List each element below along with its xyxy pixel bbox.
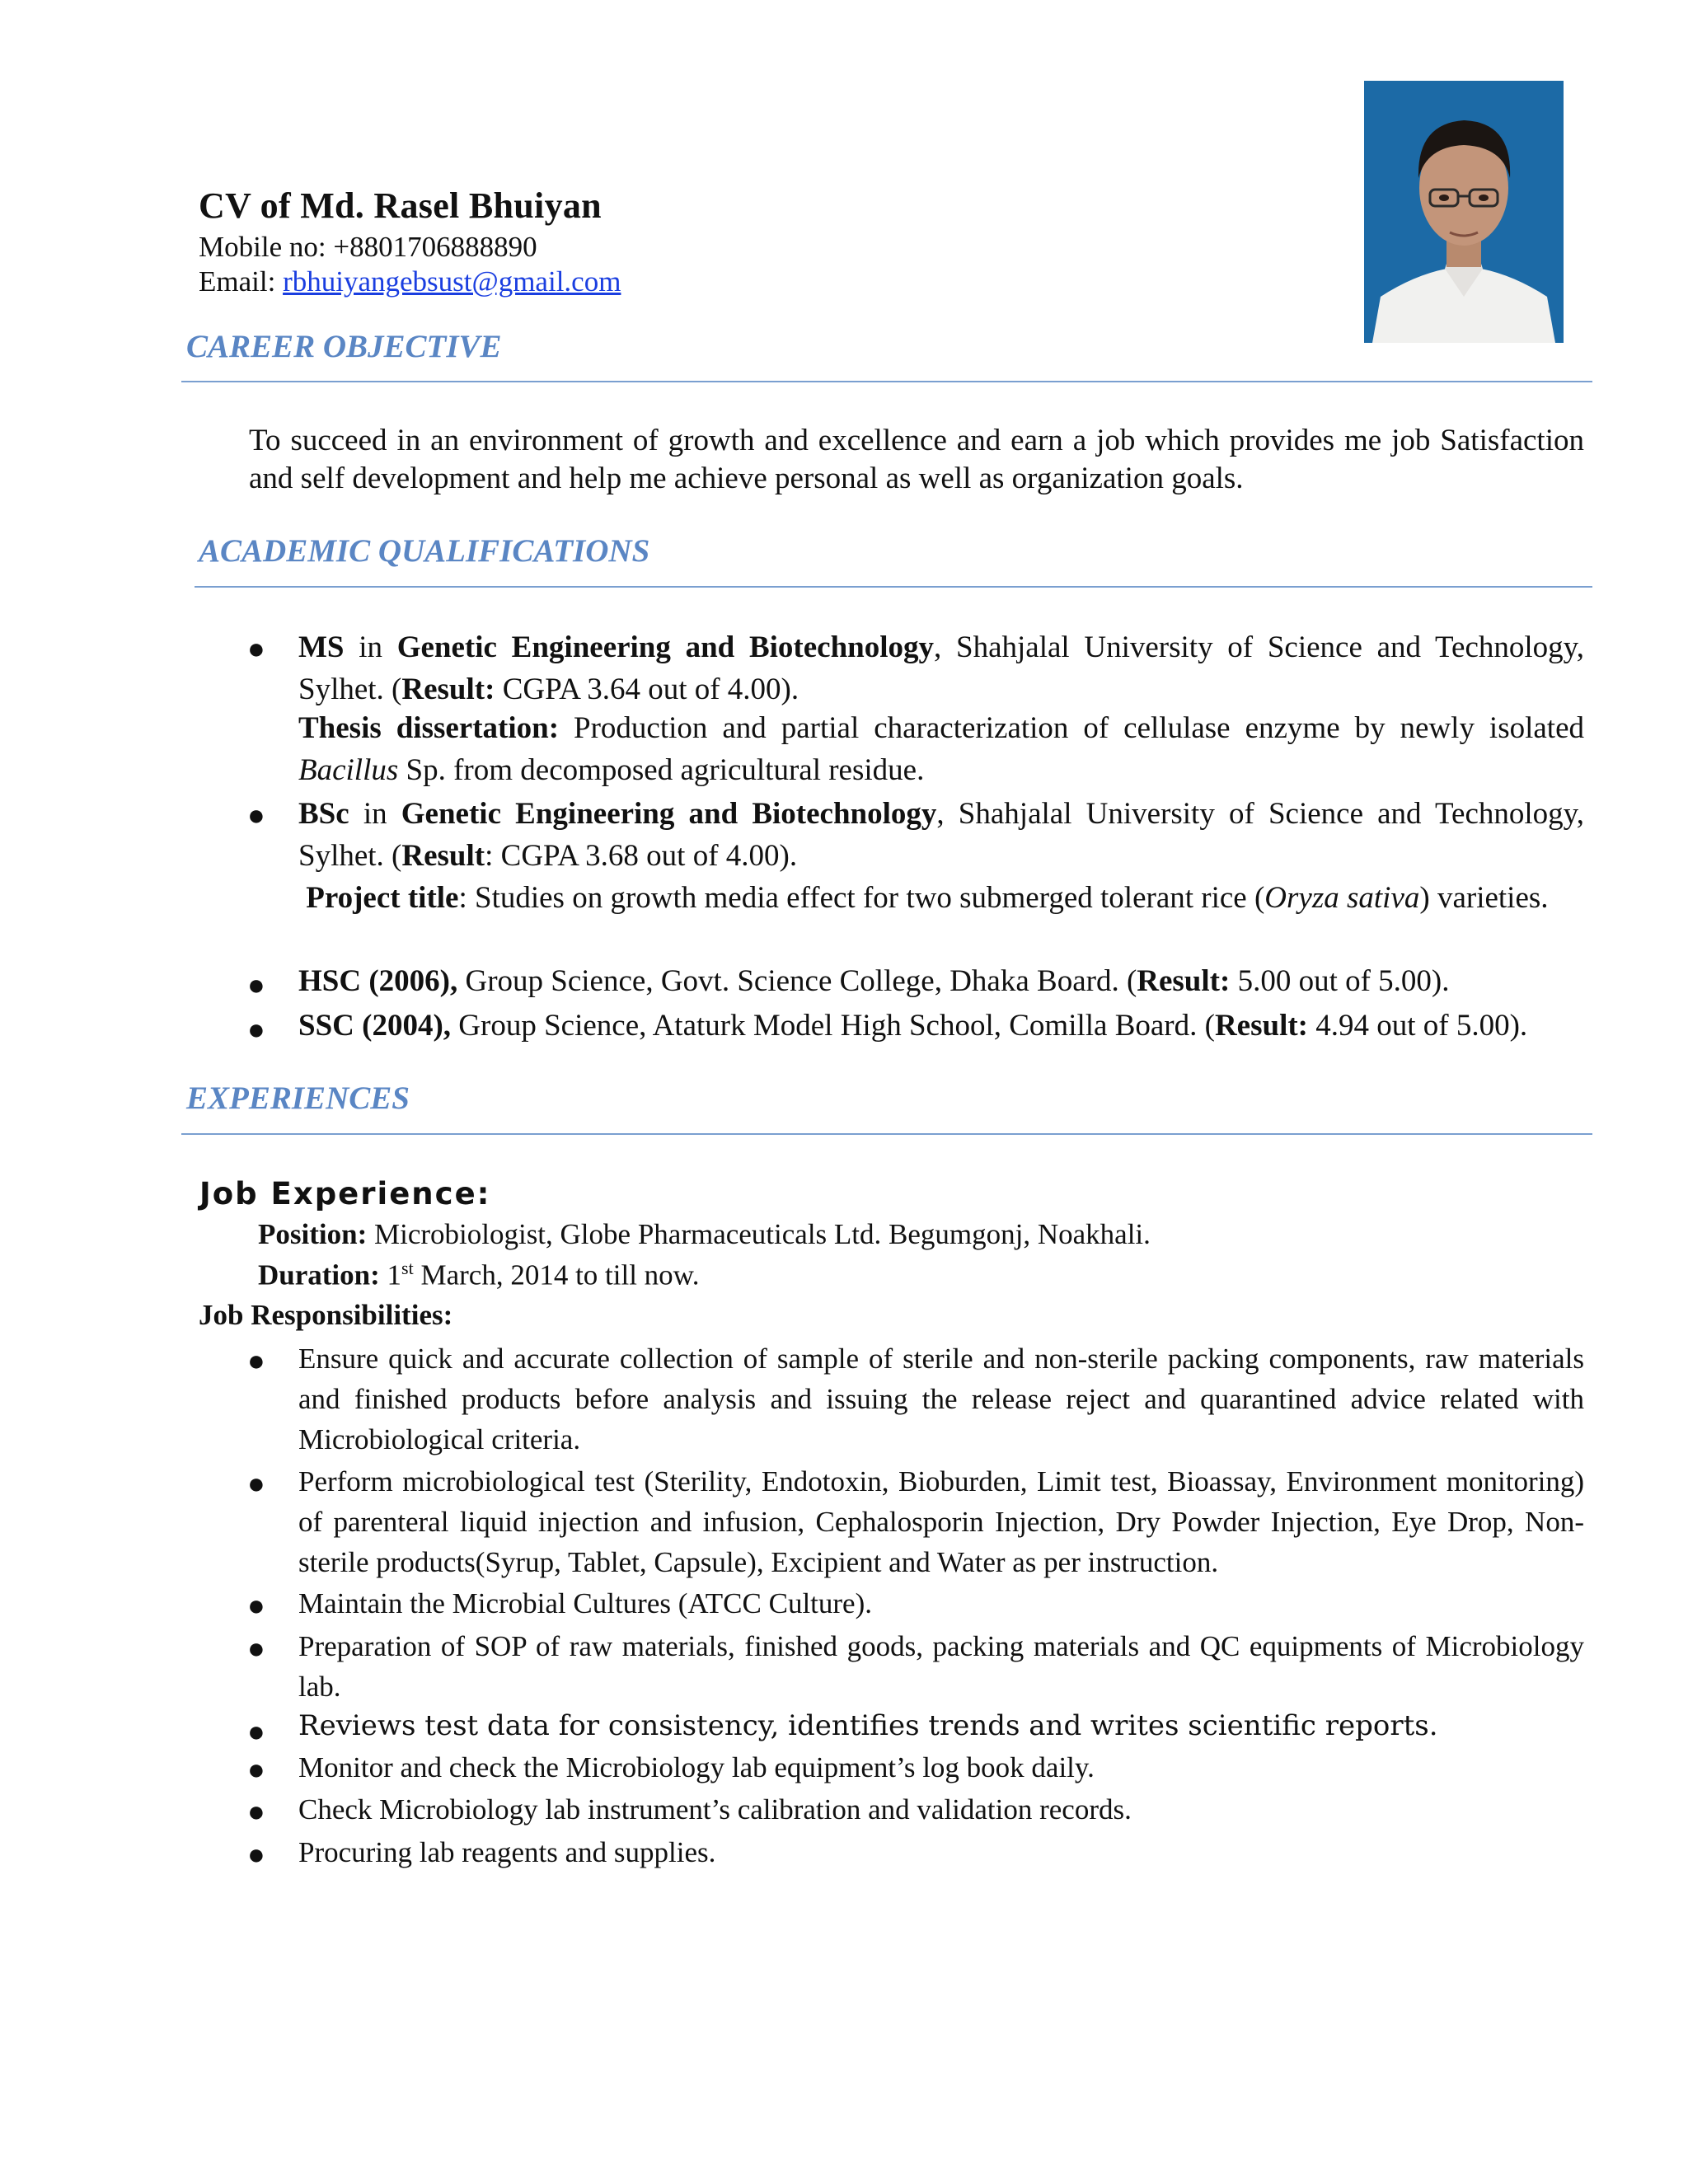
academic-divider [195,586,1592,588]
hsc-label: HSC (2006), [298,964,458,998]
responsibility-item: Perform microbiological test (Sterility, Endotoxin, Bioburden, Limit test, Bioassay, Environment monitoring) of parenteral liquid injection and infusion, Cephalosporin Injection, Dry Powder Injection, Eye Drop, Non-sterile products(Syrup, Tablet, Capsule), Excipient and Water as per instruction. [298,1465,1584,1578]
responsibility-item: Reviews test data for consistency, identifies trends and writes scientific reports. [298,1709,1438,1742]
bullet-icon: ● [247,1795,265,1828]
project-text: : Studies on growth media effect for two submerged tolerant rice ( [458,881,1265,915]
responsibility-item: Maintain the Microbial Cultures (ATCC Culture). [298,1587,873,1619]
ssc-label: SSC (2004), [298,1009,452,1043]
mobile-line [199,231,537,264]
position-line [258,1218,1151,1251]
responsibility-item: Monitor and check the Microbiology lab equipment’s log book daily. [298,1751,1095,1783]
project-species: Oryza sativa [1264,881,1420,915]
bullet-icon: ● [247,632,265,665]
job-experience-heading: Job Experience: [199,1176,491,1212]
bsc-subject: Genetic Engineering and Biotechnology [401,797,937,831]
thesis-label: Thesis dissertation: [298,711,560,745]
ms-in: in [359,630,382,664]
ms-result-label: Result: [401,673,495,706]
position-label: Position: [258,1218,368,1250]
bullet-icon: ● [247,968,265,1001]
bullet-icon: ● [247,1715,265,1748]
bullet-icon: ● [247,799,265,832]
duration-day: 1 [379,1258,402,1291]
bsc-project [298,877,1584,919]
portrait-image [1364,81,1564,343]
bullet-icon: ● [247,1013,265,1046]
bullet-icon: ● [247,1467,265,1500]
responsibility-item: Check Microbiology lab instrument’s calibration and validation records. [298,1793,1132,1825]
project-label: Project title [306,881,459,915]
thesis-text: Production and partial characterization of cellulase enzyme by newly isolated [559,711,1585,745]
ms-university: , Shahjalal University of Science and Technology, Sylhet. ( [298,630,1585,706]
responsibility-item: Procuring lab reagents and supplies. [298,1836,716,1868]
email-line [199,265,621,298]
ms-result: CGPA 3.64 out of 4.00). [495,673,799,706]
mobile-number: +8801706888890 [333,231,537,263]
duration-rest: March, 2014 to till now. [413,1258,700,1291]
email-link[interactable]: rbhuiyangebsust@gmail.com [283,265,621,298]
hsc-result: 5.00 out of 5.00). [1230,964,1450,998]
responsibility-item: Preparation of SOP of raw materials, finished goods, packing materials and QC equipments of Microbiology lab. [298,1630,1584,1703]
career-objective-text: To succeed in an environment of growth and excellence and earn a job which provides me job Satisfaction and self development and help me achieve personal as well as organization goals. [249,424,1584,495]
mobile-label: Mobile no: [199,231,326,263]
ms-entry [298,626,1584,710]
bullet-icon: ● [247,1838,265,1871]
ssc-result-label: Result: [1214,1009,1308,1043]
position-value: Microbiologist, Globe Pharmaceuticals Ltd. Begumgonj, Noakhali. [367,1218,1151,1250]
bullet-icon: ● [247,1632,265,1665]
profile-photo [1364,81,1564,343]
bsc-result-label: Result [401,839,485,873]
thesis-end: Sp. from decomposed agricultural residue. [398,753,925,787]
bsc-result: : CGPA 3.68 out of 4.00). [485,839,798,873]
hsc-entry [298,963,1601,1001]
experiences-heading: EXPERIENCES [186,1080,410,1116]
duration-line [258,1258,699,1292]
responsibility-item: Ensure quick and accurate collection of sample of sterile and non-sterile packing components, raw materials and finished products before analysis and issuing the release reject and quarantined advice related with Microbiological criteria. [298,1343,1584,1455]
responsibilities-heading: Job Responsibilities: [199,1299,453,1331]
bsc-degree: BSc [298,797,349,831]
hsc-result-label: Result: [1137,964,1231,998]
cv-title: CV of Md. Rasel Bhuiyan [199,185,602,226]
career-objective-heading: CAREER OBJECTIVE [186,329,502,364]
ssc-result: 4.94 out of 5.00). [1308,1009,1528,1043]
bsc-university: , Shahjalal University of Science and Technology, Sylhet. ( [298,797,1585,873]
bullet-icon: ● [247,1344,265,1377]
thesis-organism: Bacillus [298,753,399,787]
hsc-text: Group Science, Govt. Science College, Dhaka Board. ( [457,964,1137,998]
duration-suffix: st [401,1258,414,1278]
ms-degree: MS [298,630,345,664]
bullet-icon: ● [247,1753,265,1786]
bsc-in: in [363,797,387,831]
ssc-text: Group Science, Ataturk Model High School, Comilla Board. ( [451,1009,1215,1043]
career-divider [181,381,1592,382]
bsc-entry [298,793,1584,877]
email-label: Email: [199,265,276,298]
project-end: ) varieties. [1419,881,1549,915]
bullet-icon: ● [247,1589,265,1622]
experiences-divider [181,1133,1592,1135]
ms-subject: Genetic Engineering and Biotechnology [396,630,935,664]
duration-label: Duration: [258,1258,380,1291]
ms-thesis [298,707,1584,791]
academic-heading: ACADEMIC QUALIFICATIONS [199,533,650,569]
ssc-entry [298,1007,1617,1045]
